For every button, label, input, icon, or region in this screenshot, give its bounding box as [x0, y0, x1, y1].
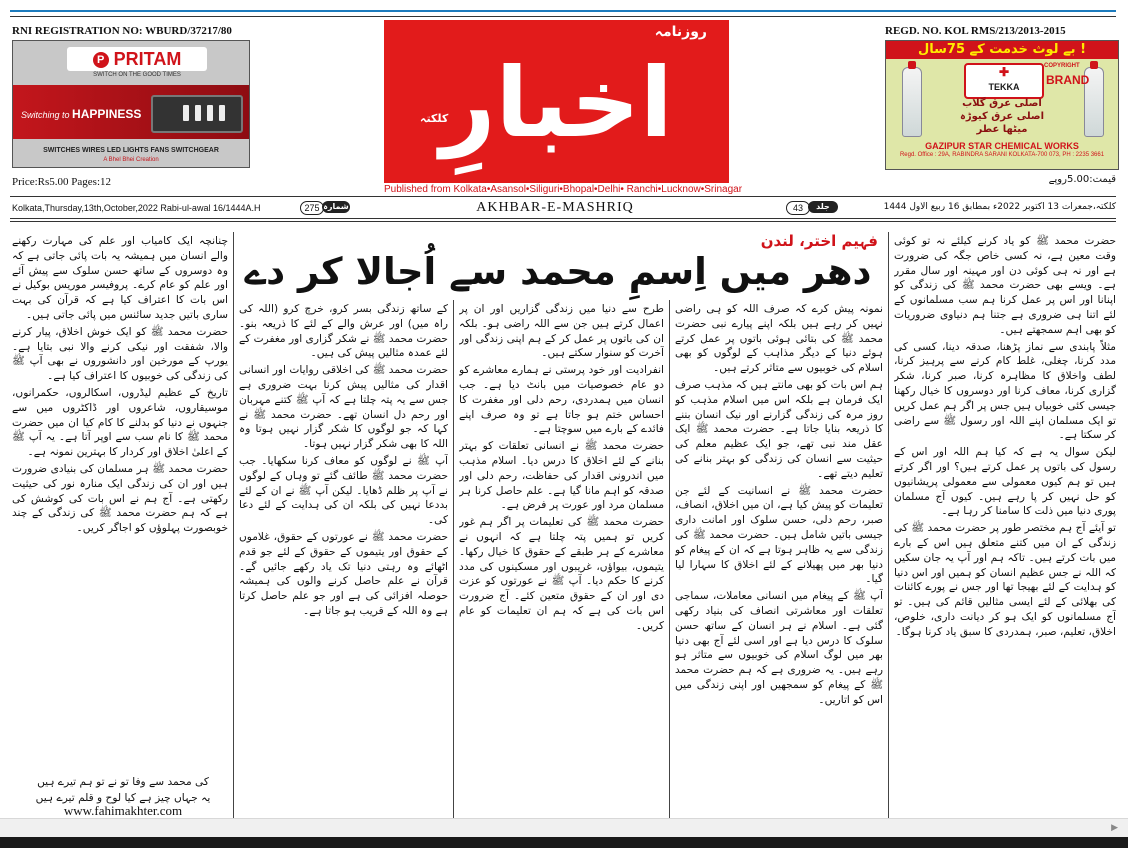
scroll-right-icon[interactable]: ▶ [1111, 823, 1118, 833]
paragraph: ہم اس بات کو بھی مانتے ہیں کہ مذہب صرف ایک فرمان ہے بلکہ اس میں اسلام مذہب کو روز مرہ کی زندگی گزارنے اور نیک انسان بننے کا ذریعہ بنایا جاتا ہے۔ حضرت محمد ﷺ ایک عقل مند نبی تھے، جو ایک عظیم معلم کی حیثیت سے انسان کی زندگی کو بہتر بنانے کی تعلیم دیتے تھے۔ [675, 378, 883, 480]
pritam-brand: PRITAM [113, 49, 182, 69]
paragraph: کے ساتھ زندگی بسر کرو، خرچ کرو (اللہ کی راہ میں) اور عرش والے کے لئے کا ذریعہ بنو۔ حضرت محمد ﷺ نے شکر گزاری اور مغفرت کے لئے عمدہ مثالیں پیش کی ہیں۔ [239, 303, 448, 360]
paragraph: انفرادیت اور خود پرستی نے ہمارے معاشرے کو دو عام خصوصیات میں بانٹ دیا ہے۔ جب انسان میں ہمدردی، رحم دلی اور مغفرت کا احساس ختم ہو جاتا ہے تو وہ صرف اپنے فائدے کے بارے میں سوچتا ہے۔ [459, 364, 664, 436]
akhbar-name-en: AKHBAR-E-MASHRIQ [476, 200, 634, 215]
article-column-4 [239, 302, 448, 818]
pritam-logo [67, 47, 207, 71]
bottom-strip [0, 837, 1128, 848]
paragraph: مثلاً پابندی سے نماز پڑھنا، صدقہ دینا، کسی کی مدد کرنا، چغلی، غلط کام کرنے سے پرہیز کرنا، لطف واخلاق کا مظاہرہ کرنا، صبر کرنا، شکر گزاری کرنا، معاف کرنا اور دوسروں کا خیال رکھنا جیسی کئی خوبیاں ہیں جس پر اگر ہم عمل کریں تو ایک مسلمان اپنے اللہ اور رسول ﷺ سے راضی کر سکتا ہے۔ [894, 340, 1116, 442]
pritam-tagline: SWITCH ON THE GOOD TIMES [93, 72, 181, 78]
pritam-banner [13, 85, 249, 139]
headline-block[interactable] [236, 232, 886, 298]
bottle-icon [902, 67, 922, 137]
logo-title: اخبارِ [440, 47, 673, 159]
couplet-line: کی محمد سے وفا تو نے تو ہم تیرے ہیں [37, 776, 209, 788]
tekka-brand: TEKKA [988, 82, 1020, 92]
pritam-logo-icon: P [93, 52, 109, 68]
regd-number: REGD. NO. KOL RMS/213/2013-2015 [885, 25, 1066, 37]
tekka-products [934, 97, 1070, 136]
article-column-2 [675, 302, 883, 818]
pritam-products: SWITCHES WIRES LED LIGHTS FANS SWITCHGEAR [43, 147, 219, 154]
paragraph: حضرت محمد ﷺ نے عورتوں کے حقوق، غلاموں کے حقوق اور یتیموں کے حقوق کے لئے جو قدم اٹھائے وہ رہتی دنیا تک یاد رکھے جائیں گے۔ قرآن نے علم حاصل کرنے والوں کی ہمیشہ حوصلہ افزائی کی ہے اور جو علم حاصل کرتا ہے وہ اللہ کے قریب ہو جاتا ہے۔ [239, 530, 448, 617]
paragraph: تاریخ کے عظیم لیڈروں، اسکالروں، حکمرانوں، موسیقاروں، شاعروں اور ڈاکٹروں میں سے جنہوں نے دنیا کو بدلنے کا کام کیا ان میں حضرت محمد ﷺ کا نام سب سے اوپر آتا ہے۔ یہ آپ ﷺ کے اعلیٰ اخلاق اور کردار کا بہترین نمونہ ہے۔ [12, 386, 228, 459]
tekka-product: اصلی عرق کیوڑہ [959, 111, 1045, 122]
date-en: Kolkata,Thursday,13th,October,2022 Rabi-ul-awal 16/1444A.H [12, 203, 261, 213]
paragraph: لیکن سوال یہ ہے کہ کیا ہم اللہ اور اس کے رسول کی باتوں پر عمل کرتے ہیں؟ اور اگر کرتے ہیں تو ہم کیوں معمولی سے معمولی پریشانیوں کو حل نہیں کر پا رہے ہیں۔ کیوں آج مسلمان پوری دنیا میں ذلت کا سامنا کر رہا ہے۔ [894, 446, 1116, 518]
author-website[interactable]: www.fahimakhter.com [63, 803, 183, 818]
headline: دھر میں اِسمِ محمد سے اُجالا کر دے [244, 250, 872, 293]
article-column-1 [894, 234, 1116, 818]
switching-label: Switching to [21, 110, 70, 120]
tekka-copyright: COPYRIGHT [1044, 63, 1080, 69]
paragraph: طرح سے دنیا میں زندگی گزاریں اور ان پر اعمال کرتے ہیں جن سے اللہ راضی ہو۔ بلکہ ان کی باتوں پر عمل کر کے ہم اپنی زندگی اور آخرت کو سنوار سکتے ہیں۔ [459, 303, 664, 360]
paragraph: حضرت محمد ﷺ نے انسانیت کے لئے جن تعلیمات کو پیش کیا ہے، ان میں اخلاق، انصاف، صبر، رحم دلی، حسن سلوک اور امانت داری جیسی باتیں شامل ہیں۔ حضرت محمد ﷺ کی زندگی سے یہ ظاہر ہوتا ہے کہ ان کے پیغام کو دنیا بھر میں پھیلانے کے لئے اخلاق کا سہارا لیا گیا۔ [675, 484, 883, 586]
logo-city: کلکتہ [420, 112, 449, 125]
tekka-address: Regd. Office : 29A, RABINDRA SARANI KOLKATA-700 073, PH : 2235 3661 [899, 152, 1105, 158]
happiness-label: HAPPINESS [72, 107, 142, 121]
tekka-works: GAZIPUR STAR CHEMICAL WORKS [925, 141, 1079, 151]
date-ur: کلکتہ،جمعرات 13 اکتوبر 2022ء بمطابق 16 ربیع الاول 1444 [883, 202, 1116, 212]
paragraph: حضرت محمد ﷺ کی اخلاقی روایات اور انسانی اقدار کی مثالیں پیش کرنا بہت ضروری ہے جس سے یہ پتہ چلتا ہے کہ آپ ﷺ کتنے مہربان اور رحم دل انسان تھے۔ حضرت محمد ﷺ نے کہا کہ جو لوگوں کا شکر گزار نہیں ہوتا وہ اللہ کا بھی شکر گزار نہیں ہوتا۔ [239, 364, 448, 451]
paragraph: آپ ﷺ کے پیغام میں انسانی معاملات، سماجی تعلقات اور معاشرتی انصاف کی بنیاد رکھی گئی ہے۔ اسلام نے ہر انسان کے ساتھ حسن سلوک کا درس دیا ہے اور اسی لئے آج بھی دنیا بھر میں لوگ اسلام کی خوبیوں سے متاثر ہو رہے ہیں۔ یہ ضروری ہے کہ ہم حضرت محمد ﷺ کے پیغام کو سمجھیں اور اپنی زندگی میں اس کو اتاریں۔ [675, 590, 883, 706]
paragraph: حضرت محمد ﷺ کی تعلیمات پر اگر ہم غور کریں تو ہمیں پتہ چلتا ہے کہ انہوں نے معاشرے کے ہر طبقے کے حقوق کا خیال رکھا۔ یتیموں، بیواؤں، غریبوں اور مسکینوں کی مدد کرنے کا حکم دیا۔ آپ ﷺ نے عورتوں کو عزت دی اور ان کے حقوق متعین کئے۔ آج ضرورت اس بات کی ہے کہ ہم ان تعلیمات کو عام کریں۔ [459, 516, 664, 632]
paragraph: حضرت محمد ﷺ کو یاد کرنے کیلئے نہ تو کوئی وقت معین ہے، نہ کسی خاص جگہ کی ضرورت ہے اور نہ ہی کوئی دن اور مہینہ اور سال مقرر ہے۔ ویسے بھی حضرت محمد ﷺ کی زندگی کو اپنانا اور اس پر عمل کرنا ہم سب مسلمانوں کے لئے اتنا ہی ضروری ہے جتنا ہم دنیاوی ضروریات کو بھی اہم سمجھتے ہیں۔ [894, 235, 1116, 336]
paragraph: تو آیئے آج ہم مختصر طور پر حضرت محمد ﷺ کی زندگی کے ان میں کتنے متعلق ہیں اس کے بارے میں بات کرتے ہیں۔ تاکہ ہم اور آپ یہ جان سکیں کہ اللہ نے جس عظیم انسان کو ہمیں اور اس دنیا کو ہدایت کے لئے بھیجا تھا اور جس نے پورے کائنات کی بھلائی کے لئے ایسی مثالیں قائم کی ہیں۔ تو آج مسلمانوں کو ایک ہو کر دیانت داری، خلوص، اخلاق، تعلیم، صبر، ہمدردی کا سبق یاد کرنا ہوگا۔ [894, 522, 1116, 638]
paragraph: حضرت محمد ﷺ ہر مسلمان کی بنیادی ضرورت ہیں اور ان کی زندگی ایک منارہ نور کی حیثیت رکھتی ہے۔ آج ہم نے اس بات کی کوشش کی ہے کہ ہم حضرت محمد ﷺ کی زندگی کے چند خوبصورت پہلوؤں کو اجاگر کریں۔ [12, 462, 228, 535]
rni-number: RNI REGISTRATION NO: WBURD/37217/80 [12, 25, 232, 37]
tekka-logo [964, 63, 1044, 99]
paragraph: حضرت محمد ﷺ کو ایک خوش اخلاق، پیار کرنے والا، شفقت اور نیکی کرنے والا نبی بتایا ہے۔ یورپ کے مورخین اور دانشوروں نے بھی آپ ﷺ کی زندگی کی خوبیوں کا اعتراف کیا ہے۔ [12, 325, 228, 383]
volume-number: 275 [300, 201, 324, 215]
price-en: Price:Rs5.00 Pages:12 [12, 176, 111, 188]
couplet-line: یہ جہاں چیز ہے کیا لوح و قلم تیرے ہیں [35, 792, 211, 804]
pritam-ad[interactable] [12, 40, 250, 168]
paragraph: چنانچہ ایک کامیاب اور علم کی مہارت رکھنے والے انسان میں ہمیشہ یہ بات پائی جاتی ہے کہ وہ دوسروں کے ساتھ حسن سلوک سے پیش آئے اور علم کو عام کرے۔ پروفیسر موریس بوکیل نے اس بات کا اعتراف کیا ہے کہ قرآن کی بہت ساری باتیں جدید سائنس میں پائی جاتی ہیں۔ [12, 235, 228, 321]
switching-text [21, 107, 141, 121]
byline: فہیم اختر، لندن [760, 232, 878, 250]
article-column-3 [459, 302, 664, 818]
issue-number: 43 [786, 201, 810, 215]
price-ur: قیمت:5.00روپے [1048, 174, 1116, 185]
tekka-product: میٹھا عطر [976, 124, 1028, 135]
volume-label: شمارہ [323, 202, 349, 211]
paragraph: آپ ﷺ نے لوگوں کو معاف کرنا سکھایا۔ جب حضرت محمد ﷺ طائف گئے تو وہاں کے لوگوں نے آپ پر ظلم ڈھایا۔ لیکن آپ ﷺ نے ان کے لئے بددعا نہیں کی بلکہ ان کی ہدایت کے لئے دعا کی۔ [239, 454, 448, 527]
horizontal-scrollbar[interactable] [0, 818, 1128, 838]
tekka-ad[interactable] [885, 40, 1119, 170]
logo-rozname: روزنامہ [654, 24, 707, 40]
newspaper-logo[interactable] [384, 20, 729, 183]
switch-plate-icon [151, 95, 243, 133]
tekka-product: اصلی عرق گلاب [962, 98, 1042, 109]
tekka-banner: بے لوث خدمت کے 75سال ! [886, 41, 1118, 59]
issue-label: جلد [808, 201, 838, 213]
paragraph: حضرت محمد ﷺ نے انسانی تعلقات کو بہتر بنانے کے لئے اخلاق کا درس دیا۔ اسلام مذہب میں اندرونی اقدار کی حفاظت، رحم دلی اور صدقہ کو اہم مانا گیا ہے۔ علم حاصل کرنا ہر مسلمان مرد اور عورت پر فرض ہے۔ [459, 440, 664, 512]
pritam-bhel: A Bhel Bhei Creation [103, 157, 159, 163]
paragraph: نمونہ پیش کرے کہ صرف اللہ کو ہی راضی نہیں کر رہے ہیں بلکہ اپنے پیارے نبی حضرت محمد ﷺ کی بتائی ہوئی باتوں پر عمل کرتے ہوئے دنیا کے دیگر مذاہب کے لوگوں کو بھی اسلام کی خوبیوں سے متاثر کرتے ہیں۔ [675, 303, 883, 375]
tekka-brand-word: BRAND [1046, 73, 1090, 87]
article-column-5 [12, 234, 228, 774]
cross-icon: ✚ [998, 65, 1010, 79]
published-cities: Published from Kolkata•Asansol•Siliguri•Bhopal•Delhi• Ranchi•Lucknow•Srinagar [384, 184, 743, 195]
